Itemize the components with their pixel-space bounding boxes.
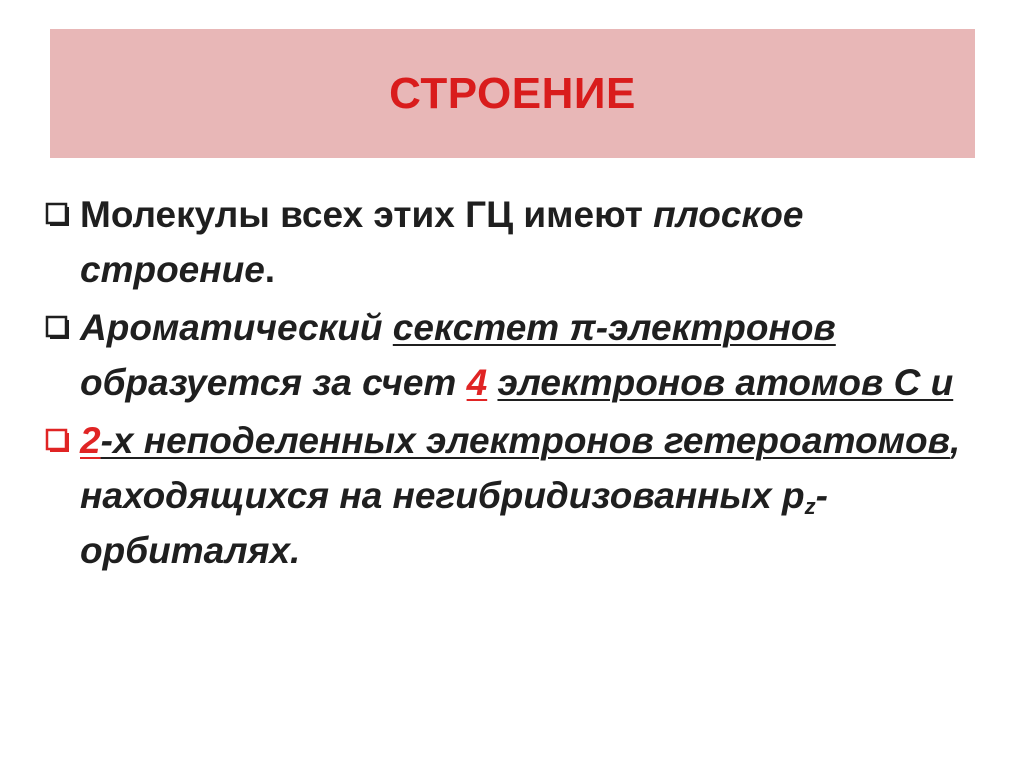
hollow-square-bullet-icon: [44, 197, 74, 233]
bullet-3-italic-end: -орбиталях.: [80, 475, 828, 571]
title-banner: [50, 29, 975, 158]
bullet-2-italic-text: Ароматический: [80, 307, 393, 348]
bullet-3-italic-text: , находящихся на негибридизованных р: [80, 420, 961, 516]
bullet-2-underlined-end: электронов атомов С и: [497, 362, 954, 403]
bullet-3-subscript: z: [804, 494, 816, 519]
bullet-1-text: Молекулы всех этих ГЦ имеют: [80, 194, 654, 235]
slide-title: СТРОЕНИЕ: [389, 68, 636, 118]
bullet-list: [44, 187, 984, 581]
bullet-2-italic-middle: образуется за счет: [80, 362, 467, 403]
bullet-1-end: .: [264, 249, 276, 290]
bullet-3-underlined-text: -х неподеленных электронов гетероатомов: [100, 420, 950, 461]
bullet-2-red-number: 4: [466, 362, 488, 403]
hollow-square-bullet-icon: [44, 310, 74, 346]
bullet-item-1: [44, 187, 984, 297]
bullet-item-3: [44, 413, 984, 578]
hollow-square-bullet-icon-red: [44, 423, 74, 459]
bullet-item-2: [44, 300, 984, 410]
bullet-1-italic-text: плоское строение: [80, 194, 804, 290]
bullet-3-red-number: 2: [80, 420, 101, 461]
bullet-2-underlined-text: секстет π-электронов: [392, 307, 836, 348]
